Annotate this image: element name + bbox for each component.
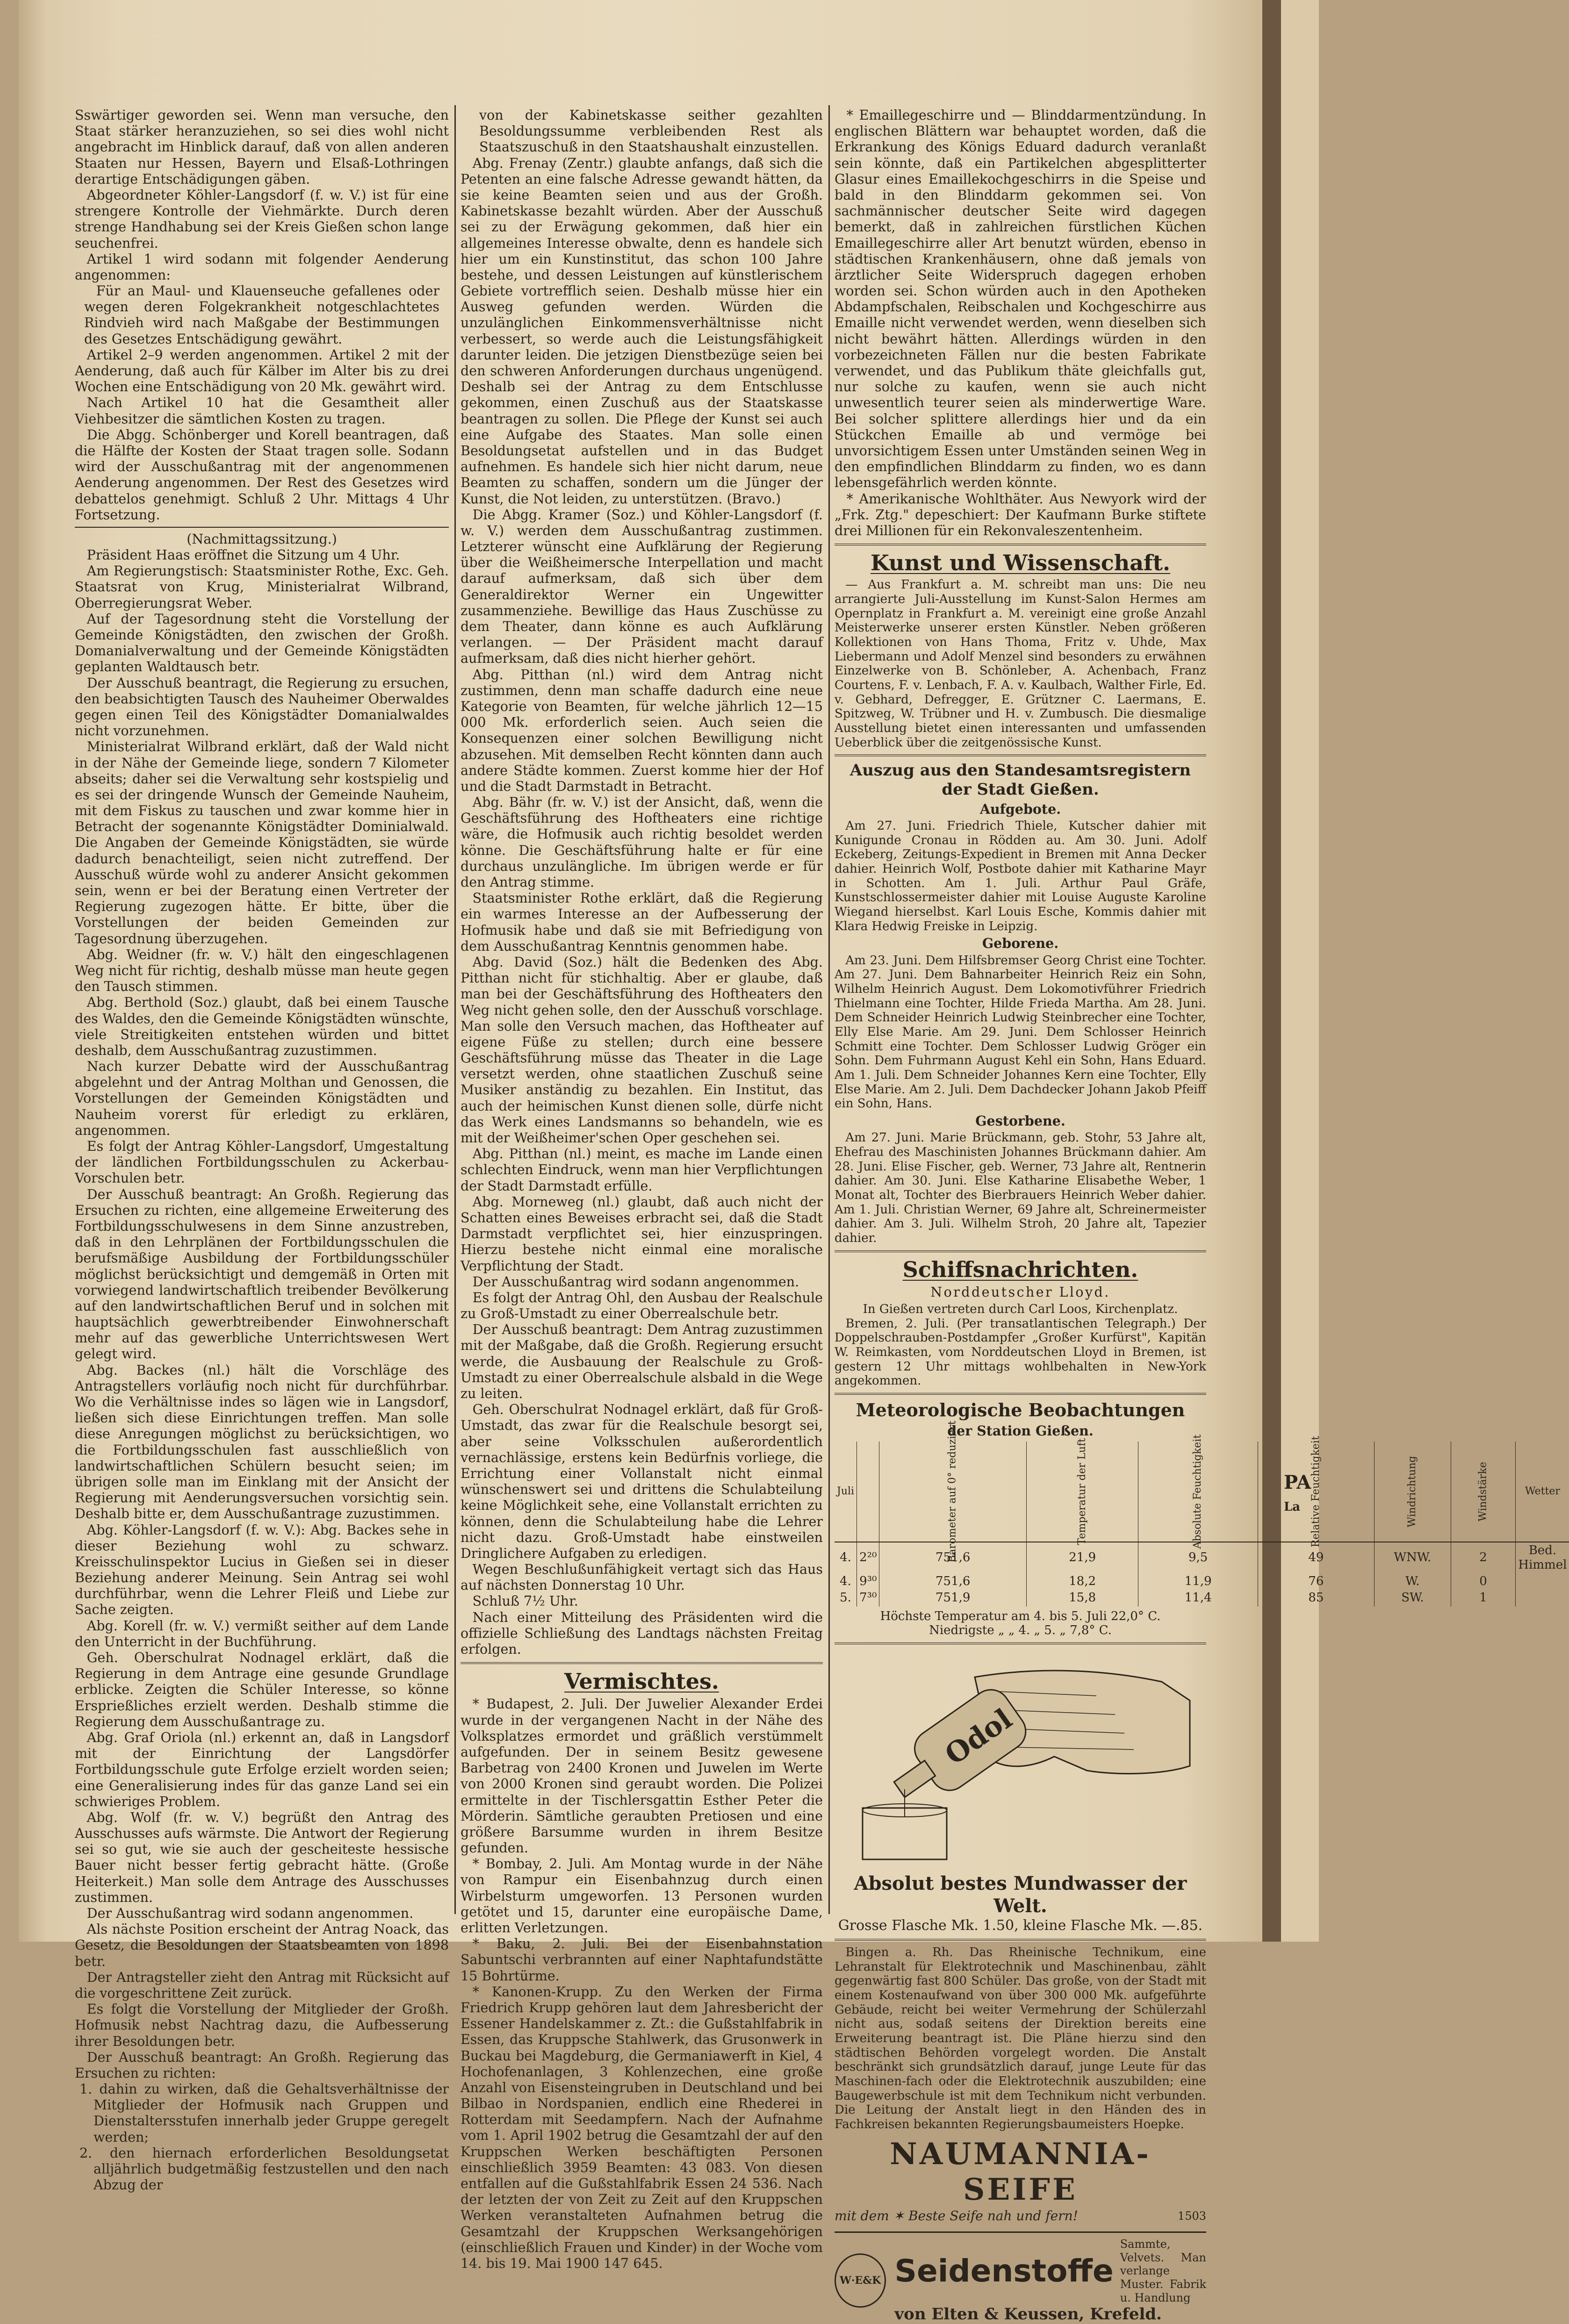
paragraph: Abg. Frenay (Zentr.) glaubte anfangs, daß sich die Petenten an eine falsche Adresse gewandt hätten, da sie keine Beamten seien und aus der Großh. Kabinetskasse bezahlt würden. Aber der Ausschuß sei zu der Erwägung gekommen, daß hier ein allgemeines Interesse obwalte, denn es handele sich hier um ein Kunstinstitut, das schon 100 Jahre bestehe, und dessen Leistungen auf künstlerischem Gebiete vortrefflich seien. Deshalb müsse hier ein Ausweg gefunden werden. Würden die unzulänglichen Einkommensverhältnisse nicht verbessert, so werde auch die Leistungsfähigkeit darunter leiden. Die jetzigen Dienstbezüge seien bei den schweren Anforderungen durchaus ungenügend. Deshalb sei der Antrag zu dem Entschlusse gekommen, einen Zuschuß aus der Staatskasse beantragen zu sollen. Die Pflege der Kunst sei auch eine Aufgabe des Staates. Man solle einen Besoldungsetat aufstellen und in das Budget aufnehmen. Es handele sich hier nicht darum, neue Beamten zu schaffen, sondern um die Jünger der Kunst, die Not leiden, zu unterstützen. (Bravo.)	[461, 155, 823, 507]
paragraph: Artikel 2–9 werden angenommen. Artikel 2 mit der Aenderung, daß auch für Kälber im Alter bis zu drei Wochen eine Entschädigung von 20 Mk. gewährt wird.	[75, 347, 449, 395]
column-rule	[828, 105, 830, 1914]
paragraph: Abg. Weidner (fr. w. V.) hält den eingeschlagenen Weg nicht für richtig, deshalb müsse man heute gegen den Tausch stimmen.	[75, 947, 449, 995]
table-cell: 2	[1451, 1542, 1516, 1573]
table-cell: Bed. Himmel	[1518, 1543, 1567, 1572]
weather-max: Höchste Temperatur am 4. bis 5. Juli 22,0° C.	[880, 1609, 1161, 1623]
weather-col-wind-dir: Windrichtung	[1374, 1442, 1451, 1542]
weather-subtitle: der Station Gießen.	[947, 1422, 1094, 1439]
paragraph: Abg. Pitthan (nl.) wird dem Antrag nicht zustimmen, denn man schaffe dadurch eine neue Kategorie von Beamten, für welche jährlich 12—15 000 Mk. erforderlich seien. Auch seien die Konsequenzen einer solchen Bewilligung nicht abzusehen. Mit demselben Recht könnten dann auch andere Städte kommen. Zuerst komme hier der Hof und die Stadt Darmstadt in Betracht.	[461, 667, 823, 794]
table-cell: 11,4	[1138, 1590, 1258, 1606]
paragraph: Abg. Pitthan (nl.) meint, es mache im Lande einen schlechten Eindruck, wenn man hier Verpflichtungen der Stadt Darmstadt erfülle.	[461, 1146, 823, 1194]
paragraph: Abg. Graf Oriola (nl.) erkennt an, daß in Langsdorf mit der Einrichtung der Langsdörfer Fortbildungsschule gute Erfolge erzielt worden seien; eine Generalisierung indes für das ganze Land sei ein schwieriges Problem.	[75, 1729, 449, 1809]
paragraph: von der Kabinetskasse seither gezahlten Besoldungssumme verbleibenden Rest als Staatszuschuß in den Staatshaushalt einzustellen.	[479, 108, 823, 155]
paragraph: Abgeordneter Köhler-Langsdorf (f. w. V.) ist für eine strengere Kontrolle der Viehmärkte. Durch deren strenge Handhabung sei der Kreis Gießen schon lange seuchenfrei.	[75, 187, 449, 251]
paragraph: Die Abgg. Schönberger und Korell beantragen, daß die Hälfte der Kosten der Staat tragen solle. Sodann wird der Ausschußantrag mit der angenommenen Aenderung angenommen. Der Rest des Gesetzes wird debattelos genehmigt. Schluß 2 Uhr. Mittags 4 Uhr Fortsetzung.	[75, 427, 449, 523]
shipping-news: Bremen, 2. Juli. (Per transatlantischen Telegraph.) Der Doppelschrauben-Postdampfer „Großer Kurfürst", Kapitän W. Reimkasten, vom Norddeutschen Lloyd in Bremen, ist gestern 12 Uhr mittags wohlbehalten in New-York angekommen.	[835, 1316, 1206, 1388]
table-cell: SW.	[1374, 1590, 1451, 1606]
section-title-schiff: Schiffsnachrichten.	[902, 1256, 1138, 1282]
table-cell: 2²⁰	[857, 1542, 879, 1573]
svg-text:Odol: Odol	[939, 1702, 1018, 1772]
seidenstoffe-firm: von Elten & Keussen, Krefeld.	[894, 2304, 1162, 2324]
paragraph: Am Regierungstisch: Staatsminister Rothe, Exc. Geh. Staatsrat von Krug, Ministerialrat Wilbrand, Oberregierungsrat Weber.	[75, 563, 449, 611]
shipping-agent: In Gießen vertreten durch Carl Loos, Kirchenplatz.	[863, 1302, 1178, 1316]
column-rule	[454, 105, 456, 1914]
paragraph: Abg. Wolf (fr. w. V.) begrüßt den Antrag des Ausschusses aufs wärmste. Die Antwort der Regierung sei so gut, wie sie auch der gescheiteste hessische Bauer nicht besser fertig gebracht hätte. (Große Heiterkeit.) Man solle dem Antrage des Ausschusses zustimmen.	[75, 1809, 449, 1905]
table-cell: 9³⁰	[857, 1573, 879, 1590]
table-cell: 4.	[835, 1573, 857, 1590]
section-title-vermischtes: Vermischtes.	[564, 1669, 719, 1694]
paragraph: Abg. Berthold (Soz.) glaubt, daß bei einem Tausche des Waldes, den die Gemeinde Königstädten wünschte, viele Streitigkeiten entstehen würden und bittet deshalb, dem Ausschußantrag zuzustimmen.	[75, 995, 449, 1058]
adjacent-page-edge	[1281, 0, 1319, 1942]
shipping-line: Norddeutscher Lloyd.	[930, 1284, 1110, 1300]
section-divider	[835, 1643, 1206, 1644]
subheading-aufgebote: Aufgebote.	[979, 801, 1061, 817]
table-cell: 18,2	[1026, 1573, 1138, 1590]
table-cell: 751,9	[879, 1590, 1027, 1606]
hand-bottle-illustration	[835, 1649, 1206, 1869]
paragraph: Der Ausschuß beantragt, die Regierung zu ersuchen, den beabsichtigten Tausch des Nauheimer Oberwaldes gegen einen Teil des Königstädter Domanialwaldes nicht vorzunehmen.	[75, 675, 449, 739]
paragraph: Präsident Haas eröffnet die Sitzung um 4 Uhr.	[86, 547, 400, 563]
paragraph: Geh. Oberschulrat Nodnagel erklärt, daß für Groß-Umstadt, das zwar für die Realschule besorgt sei, aber seine Volksschulen außerordentlich vernachlässige, erstens kein Bedürfnis vorliege, die Errichtung einer Vollanstalt nicht einmal wünschenswert sei und drittens die Schulabteilung keine Möglichkeit sehe, eine Vollanstalt errichten zu können, denn die Schulabteilung habe die Lehrer nicht dazu. Groß-Umstadt habe einstweilen Dringlichere Aufgaben zu erledigen.	[461, 1402, 823, 1561]
table-cell: 0	[1451, 1573, 1516, 1590]
table-cell: 4.	[835, 1542, 857, 1573]
table-cell	[1516, 1590, 1569, 1606]
elten-keussen-logo: W·E&K	[835, 2253, 886, 2308]
seidenstoffe-heading: Seidenstoffe	[894, 2253, 1114, 2289]
table-cell: 751,6	[879, 1573, 1027, 1590]
table-row	[835, 1590, 1569, 1606]
news-item: * Amerikanische Wohlthäter. Aus Newyork wird der „Frk. Ztg." depeschiert: Der Kaufmann Burke stiftete drei Millionen für ein Rekonvaleszentenheim.	[835, 491, 1206, 538]
paragraph: Abg. David (Soz.) hält die Bedenken des Abg. Pitthan nicht für stichhaltig. Aber er glaube, daß man bei der Geschäftsführung des Hoftheaters den Weg nicht gehen solle, den der Ausschuß vorschlage. Man solle den Versuch machen, das Hoftheater auf eigene Füße zu stellen; durch eine bessere Geschäftsführung müsse das Theater in die Lage versetzt werden, ohne staatlichen Zuschuß seine Musiker anständig zu bezahlen. Ein Institut, das auch der heimischen Kunst dienen solle, dürfe nicht das Werk eines Landsmanns so behandeln, wie es mit der Weißheimer'schen Oper geschehen sei.	[461, 954, 823, 1146]
list-item: 1. dahin zu wirken, daß die Gehaltsverhältnisse der Mitglieder der Hofmusik nach Gruppen und Dienstaltersstufen innerhalb jeder Gruppe geregelt werden;	[79, 2081, 449, 2145]
naumannia-ad-tagline: mit dem ✶ Beste Seife nah und fern!	[835, 2208, 1078, 2224]
seidenstoffe-ad-top	[894, 2238, 1206, 2305]
paragraph: Artikel 1 wird sodann mit folgender Aenderung angenommen:	[75, 251, 449, 283]
table-cell: 5.	[835, 1590, 857, 1606]
paragraph: Der Ausschuß beantragt: An Großh. Regierung das Ersuchen zu richten, eine allgemeine Erweiterung des Fortbildungsschulwesens in dem Sinne anzustreben, daß in den Lehrplänen der Fortbildungsschulen die berufsmäßige Ausbildung der Fortbildungsschüler möglichst berücksichtigt und demgemäß in Orten mit vorwiegend landwirtschaftlich treibender Bevölkerung auf den landwirtschaftlichen Beruf und in solchen mit hauptsächlich gewerbtreibender Einwohnerschaft mehr auf das gewerbliche Unterrichtswesen Wert gelegt wird.	[75, 1186, 449, 1362]
odol-bottle	[880, 1682, 1033, 1816]
column-2	[461, 108, 823, 2272]
news-item: — Aus Frankfurt a. M. schreibt man uns: Die neu arrangierte Juli-Ausstellung im Kunst-Salon Hermes am Opernplatz in Frankfurt a. M. vereinigt eine große Anzahl Meisterwerke unserer ersten Künstler. Neben größeren Kollektionen von Hans Thoma, Fritz v. Uhde, Max Liebermann und Adolf Menzel sind besonders zu erwähnen Einzelwerke von B. Schönleber, A. Achenbach, Franz Courtens, F. v. Lenbach, F. A. v. Kaulbach, Walther Firle, Ed. v. Gebhard, Defregger, E. Grützner C. Laermans, E. Spitzweg, W. Trübner und H. v. Zumbusch. Die diesmalige Ausstellung bietet einen interessanten und umfassenden Ueberblick über die zeitgenössische Kunst.	[835, 578, 1206, 750]
session-heading: (Nachmittagssitzung.)	[187, 531, 337, 547]
page-gutter	[1262, 0, 1281, 1942]
adjacent-page-fragment: PA	[1284, 1471, 1311, 1493]
column-3	[835, 108, 1567, 2324]
table-cell: 1	[1451, 1590, 1516, 1606]
table-cell: 15,8	[1026, 1590, 1138, 1606]
section-divider	[461, 1662, 823, 1664]
weather-col-weather: Wetter	[1516, 1442, 1569, 1542]
section-title-kunst: Kunst und Wissenschaft.	[870, 550, 1171, 576]
table-cell: 76	[1258, 1573, 1374, 1590]
paragraph: Es folgt der Antrag Köhler-Langsdorf, Umgestaltung der ländlichen Fortbildungsschulen zu Ackerbau-Vorschulen betr.	[75, 1139, 449, 1186]
register-entries: Am 27. Juni. Marie Brückmann, geb. Stohr, 53 Jahre alt, Ehefrau des Maschinisten Johannes Brückmann dahier. Am 28. Juni. Elise Fischer, geb. Werner, 73 Jahre alt, Rentnerin dahier. Am 30. Juni. Else Katharine Elisabethe Weber, 1 Monat alt, Tochter des Bierbrauers Heinrich Weber dahier. Am 1. Juli. Christian Werner, 69 Jahre alt, Schreinermeister dahier. Am 3. Juli. Wilhelm Stroh, 20 Jahre alt, Tapezier dahier.	[835, 1131, 1206, 1245]
divider	[75, 527, 449, 528]
news-item: * Emaillegeschirre und — Blinddarmentzündung. In englischen Blättern war behauptet worden, daß die Erkrankung des Königs Eduard dadurch veranlaßt sein könnte, daß ein Partikelchen abgesplitterter Glasur eines Emaillekochgeschirrs in die Speise und bald in den Blinddarm gekommen sei. Von sachmännischer deutscher Seite wird dagegen bemerkt, daß in zahlreichen fürstlichen Küchen Emaillegeschirre aller Art benutzt würden, ebenso in städtischen Krankenhäusern, ohne daß jemals von ärztlicher Seite Widerspruch dagegen erhoben worden sei. Schon würden auch in den Apotheken Abdampfschalen, Reibschalen und Kochgeschirre aus Emaille nicht verwendet werden, wenn dieselben sich nicht bewährt hätten. Allerdings würden in den vorbezeichneten Fällen nur die besten Fabrikate verwendet, und das Publikum thäte gleichfalls gut, nur solche zu kaufen, wenn sie auch nicht unwesentlich teurer seien als minderwertige Ware. Bei solcher splittere allerdings hier und da ein Stückchen Emaille ab und vermöge bei unvorsichtigem Essen unter Umständen seinen Weg in den empfindlichen Blinddarm zu finden, wo es dann lebensgefährlich werden könnte.	[835, 108, 1206, 491]
section-title-standesamt: Auszug aus den Standesamtsregistern der Stadt Gießen.	[849, 761, 1191, 799]
section-divider	[835, 544, 1206, 545]
adjacent-page-fragment: La	[1284, 1500, 1301, 1514]
naumannia-ad-title: NAUMANNIA-SEIFE	[890, 2136, 1151, 2208]
paragraph: Der Antragsteller zieht den Antrag mit Rücksicht auf die vorgeschrittene Zeit zurück.	[75, 1969, 449, 2001]
weather-col-time	[857, 1442, 879, 1542]
register-entries: Am 27. Juni. Friedrich Thiele, Kutscher dahier mit Kunigunde Cronau in Rödden au. Am 30. Juni. Adolf Eckeberg, Zeitungs-Expedient in Bremen mit Anna Decker dahier. Heinrich Wolf, Postbote dahier mit Katharine Mayr in Schotten. Am 1. Juli. Arthur Paul Gräfe, Kunstschlossermeister dahier mit Louise Auguste Karoline Wiegand hierselbst. Karl Louis Esche, Kommis dahier mit Klara Hedwig Freiske in Leipzig.	[835, 819, 1206, 933]
register-entries: Am 23. Juni. Dem Hilfsbremser Georg Christ eine Tochter. Am 27. Juni. Dem Bahnarbeiter Heinrich Reiz ein Sohn, Wilhelm Heinrich August. Dem Lokomotivführer Friedrich Thielmann eine Tochter, Hilde Frieda Martha. Am 28. Juni. Dem Schneider Heinrich Ludwig Steinbrecher eine Tochter, Elly Else Marie. Am 29. Juni. Dem Schlosser Heinrich Schmitt eine Tochter. Dem Schlosser Ludwig Gröger ein Sohn. Dem Fuhrmann August Kehl ein Sohn, Hans Eduard. Am 1. Juli. Dem Schneider Johannes Kern eine Tochter, Elly Else Marie. Am 2. Juli. Dem Dachdecker Johann Jakob Pfeiff ein Sohn, Hans.	[835, 953, 1206, 1111]
section-divider	[835, 754, 1206, 756]
list-item: 2. den hiernach erforderlichen Besoldungsetat alljährlich budgetmäßig festzustellen und den nach Abzug der	[79, 2145, 449, 2193]
weather-col-date: Juli	[835, 1442, 857, 1542]
weather-min: Niedrigste „ „ 4. „ 5. „ 7,8° C.	[929, 1623, 1112, 1638]
paragraph: Der Ausschuß beantragt: Dem Antrag zuzustimmen mit der Maßgabe, daß die Großh. Regierung ersucht werde, die Ausbauung der Realschule zu Groß-Umstadt zu einer Oberrealschule alsbald in die Wege zu leiten.	[461, 1322, 823, 1401]
news-item: * Kanonen-Krupp. Zu den Werken der Firma Friedrich Krupp gehören laut dem Jahresbericht der Essener Handelskammer z. Zt.: die Gußstahlfabrik in Essen, das Kruppsche Stahlwerk, das Grusonwerk in Buckau bei Magdeburg, die Germaniawerft in Kiel, 4 Hochofenanlagen, 3 Kohlenzechen, eine große Anzahl von Eisensteingruben in Deutschland und bei Bilbao in Nordspanien, endlich eine Rhederei in Rotterdam mit Seedampfern. Nach der Aufnahme vom 1. April 1902 betrug die Gesamtzahl der auf den Kruppschen Werken beschäftigten Personen einschließlich 3959 Beamten: 43 083. Von diesen entfallen auf die Gußstahlfabrik Essen 24 536. Nach der letzten der von Zeit zu Zeit auf den Kruppschen Werken veranstalteten Aufnahmen betrug die Gesamtzahl der Kruppschen Werksangehörigen (einschließlich Frauen und Kinder) in der Woche vom 14. bis 19. Mai 1900 147 645.	[461, 1984, 823, 2271]
paragraph: Wegen Beschlußunfähigkeit vertagt sich das Haus auf nächsten Donnerstag 10 Uhr.	[461, 1562, 823, 1593]
table-cell	[1516, 1573, 1569, 1590]
table-cell: 21,9	[1026, 1542, 1138, 1573]
paragraph: Nach Artikel 10 hat die Gesamtheit aller Viehbesitzer die sämtlichen Kosten zu tragen.	[75, 395, 449, 427]
seidenstoffe-ad-body	[894, 2238, 1206, 2324]
weather-table-header	[835, 1442, 1569, 1542]
paragraph: Abg. Bähr (fr. w. V.) ist der Ansicht, daß, wenn die Geschäftsführung des Hoftheaters eine richtige wäre, die Hofmusik auch richtig besoldet werden könne. Die Geschäftsführung halte er für eine durchaus unzulängliche. Im übrigen werde er für den Antrag stimme.	[461, 795, 823, 890]
table-cell: 49	[1258, 1542, 1374, 1573]
paragraph: Nach einer Mitteilung des Präsidenten wird die offizielle Schließung des Landtags nächsten Freitag erfolgen.	[461, 1609, 823, 1657]
seidenstoffe-ad	[835, 2231, 1206, 2324]
paragraph: Sswärtiger geworden sei. Wenn man versuche, den Staat stärker heranzuziehen, so sei dies wohl nicht angebracht im Hinblick darauf, daß von allen anderen Staaten nur Hessen, Bayern und Elsaß-Lothringen derartige Entschädigungen gäben.	[75, 108, 449, 187]
paragraph: Die Abgg. Kramer (Soz.) und Köhler-Langsdorf (f. w. V.) werden dem Ausschußantrag zustimmen. Letzterer wünscht eine Aufklärung der Regierung über die Weißheimersche Interpellation und macht darauf aufmerksam, daß sich über dem Generaldirektor Werner ein Ungewitter zusammenziehe. Bewillige das Haus Zuschüsse zu dem Theater, dann könne es auch Aufklärung verlangen. — Der Präsident macht darauf aufmerksam, daß dies nicht hierher gehört.	[461, 507, 823, 667]
weather-col-barometer: Barometer auf 0° reduziert	[879, 1442, 1027, 1542]
section-divider	[835, 1393, 1206, 1395]
paragraph: Ministerialrat Wilbrand erklärt, daß der Wald nicht in der Nähe der Gemeinde liege, sondern 7 Kilometer abseits; daher sei die Verwaltung sehr kostspielig und es sei der dringende Wunsch der Gemeinde Nauheim, mit dem Fiskus zu tauschen und zwar komme hier in Betracht der sogenannte Königstädter Dominialwald. Die Angaben der Gemeinde Königstädten, sie würde dadurch benachteiligt, seien nicht zutreffend. Der Ausschuß würde wohl zu anderer Ansicht gekommen sein, wenn er bei der Beratung einen Vertreter der Regierung zugezogen hätte. Er bitte, über die Vorstellungen der beiden Gemeinden zur Tagesordnung überzugehen.	[75, 739, 449, 947]
paragraph: Der Ausschußantrag wird sodann angenommen.	[86, 1906, 414, 1921]
page-edge-stain	[19, 0, 47, 1942]
section-divider	[835, 1250, 1206, 1252]
table-cell: 751,6	[879, 1542, 1027, 1573]
weather-col-wind-strength: Windstärke	[1451, 1442, 1516, 1542]
paragraph: Nach kurzer Debatte wird der Ausschußantrag abgelehnt und der Antrag Molthan und Genossen, die Vorstellungen der Gemeinden Königstädten und Nauheim vorerst für erledigt zu erklären, angenommen.	[75, 1059, 449, 1138]
weather-col-temperature: Temperatur der Luft	[1026, 1442, 1138, 1542]
odol-price: Grosse Flasche Mk. 1.50, kleine Flasche Mk. —.85.	[838, 1917, 1203, 1934]
paragraph: Abg. Köhler-Langsdorf (f. w. V.): Abg. Backes sehe in dieser Beziehung wohl zu schwarz. Kreisschulinspektor Lucius in Gießen sei in dieser Beziehung anderer Meinung. Sein Antrag sei wohl durchführbar, wenn die Lehrer Fleiß und Liebe zur Sache zeigten.	[75, 1522, 449, 1618]
news-item: * Baku, 2. Juli. Bei der Eisenbahnstation Sabuntschi verbrannten auf einer Naphtafundstätte 15 Bohrtürme.	[461, 1936, 823, 1984]
paragraph: Es folgt die Vorstellung der Mitglieder der Großh. Hofmusik nebst Nachtrag dazu, die Aufbesserung ihrer Besoldungen betr.	[75, 2001, 449, 2049]
odol-advertisement	[835, 1649, 1206, 1869]
paragraph: Es folgt der Antrag Ohl, den Ausbau der Realschule zu Groß-Umstadt zu einer Oberrealschule betr.	[461, 1290, 823, 1322]
news-item: * Budapest, 2. Juli. Der Juwelier Alexander Erdei wurde in der vergangenen Nacht in der Nähe des Volksplatzes ermordet und gräßlich verstümmelt aufgefunden. Der in seinem Besitz gewesene Barbetrag von 2400 Kronen und Juwelen im Werte von 2000 Kronen sind geraubt worden. Die Polizei ermittelte in der Tischlersgattin Esther Peter die Mörderin. Sämtliche geraubten Pretiosen und eine größere Barsumme wurden in ihrem Besitze gefunden.	[461, 1696, 823, 1856]
naumannia-ad-row	[835, 2208, 1206, 2224]
odol-slogan: Absolut bestes Mundwasser der Welt.	[854, 1872, 1187, 1917]
paragraph: Der Ausschuß beantragt: An Großh. Regierung das Ersuchen zu richten:	[75, 2049, 449, 2081]
table-cell: WNW.	[1374, 1542, 1451, 1573]
paragraph: Abg. Morneweg (nl.) glaubt, daß auch nicht der Schatten eines Beweises erbracht sei, daß die Stadt Darmstadt verpflichtet sei, hier einzuspringen. Hierzu bestehe nicht einmal eine moralische Verpflichtung der Stadt.	[461, 1194, 823, 1274]
paragraph: Auf der Tagesordnung steht die Vorstellung der Gemeinde Königstädten, den zwischen der Großh. Domanialverwaltung und der Gemeinde Königstädten geplanten Waldtausch betr.	[75, 611, 449, 675]
table-cell: 9,5	[1138, 1542, 1258, 1573]
paragraph: Abg. Korell (fr. w. V.) vermißt seither auf dem Lande den Unterricht in der Buchführung.	[75, 1618, 449, 1650]
news-item: Bingen a. Rh. Das Rheinische Technikum, eine Lehranstalt für Elektrotechnik und Maschinenbau, zählt gegenwärtig fast 800 Schüler. Das große, von der Stadt mit einem Kostenaufwand von über 300 000 Mk. aufgeführte Gebäude, reicht bei weiter Vermehrung der Schülerzahl nicht aus, sodaß seitens der Direktion bereits eine Erweiterung beantragt ist. Die Pläne hierzu sind den städtischen Behörden vorgelegt worden. Die Anstalt beschränkt sich grundsätzlich darauf, junge Leute für das Maschinen-fach oder die Elektrotechnik auszubilden; eine Baugewerbschule ist mit dem Technikum nicht verbunden. Die Leitung der Anstalt liegt in den Händen des in Fachkreisen bekannten Regierungsbaumeisters Hoepke.	[835, 1945, 1206, 2131]
weather-col-rel-humidity: Relative Feuchtigkeit	[1258, 1442, 1374, 1542]
paragraph: Geh. Oberschulrat Nodnagel erklärt, daß die Regierung in dem Antrage eine gesunde Grundlage erblicke. Zeigten die Schüler Interesse, so könne Ersprießliches erzielt werden. Deshalb stimme die Regierung dem Ausschußantrage zu.	[75, 1650, 449, 1729]
paragraph: Für an Maul- und Klauenseuche gefallenes oder wegen deren Folgekrankheit notgeschlachtetes Rindvieh wird nach Maßgabe der Bestimmungen des Gesetzes Entschädigung gewährt.	[84, 283, 439, 347]
column-1	[75, 108, 449, 2193]
weather-title: Meteorologische Beobachtungen	[856, 1399, 1185, 1421]
table-cell: W.	[1374, 1573, 1451, 1590]
ad-code: 1503	[1177, 2209, 1206, 2223]
table-cell: 11,9	[1138, 1573, 1258, 1590]
subheading-gestorbene: Gestorbene.	[975, 1113, 1065, 1129]
paragraph: Als nächste Position erscheint der Antrag Noack, das Gesetz, die Besoldungen der Staatsbeamten von 1898 betr.	[75, 1922, 449, 1969]
table-cell: 85	[1258, 1590, 1374, 1606]
paragraph: Abg. Backes (nl.) hält die Vorschläge des Antragstellers vorläufig noch nicht für durchführbar. Wo die Verhältnisse indes so lägen wie in Langsdorf, ließen sich diese Einrichtungen treffen. Man solle diese Anregungen möglichst zu berücksichtigen, wo die Fortbildungsschulen fast ausschließlich von landwirtschaftlichen Schülern besucht seien; im übrigen solle man im Einklang mit der Ansicht der Regierung mit Aenderungsversuchen vorsichtig sein. Deshalb bitte er, dem Ausschußantrage zuzustimmen.	[75, 1362, 449, 1522]
table-row	[835, 1573, 1569, 1590]
paragraph: Schluß 7½ Uhr.	[472, 1593, 578, 1609]
paragraph: Der Ausschußantrag wird sodann angenommen.	[472, 1274, 799, 1290]
paragraph: Staatsminister Rothe erklärt, daß die Regierung ein warmes Interesse an der Aufbesserung der Hofmusik habe und daß sie mit Befriedigung von dem Ausschußantrag Kenntnis genommen habe.	[461, 890, 823, 954]
subheading-geborene: Geborene.	[982, 935, 1059, 952]
seidenstoffe-subtext: Sammte, Velvets. Man verlange Muster. Fabrik u. Handlung	[1120, 2237, 1206, 2304]
table-cell: 7³⁰	[857, 1590, 879, 1606]
section-divider	[835, 1939, 1206, 1941]
weather-col-abs-humidity: Absolute Feuchtigkeit	[1138, 1442, 1258, 1542]
news-item: * Bombay, 2. Juli. Am Montag wurde in der Nähe von Rampur ein Eisenbahnzug durch einen Wirbelsturm umgeworfen. 13 Personen wurden getötet und 15, darunter eine europäische Dame, erlitten Verletzungen.	[461, 1856, 823, 1936]
